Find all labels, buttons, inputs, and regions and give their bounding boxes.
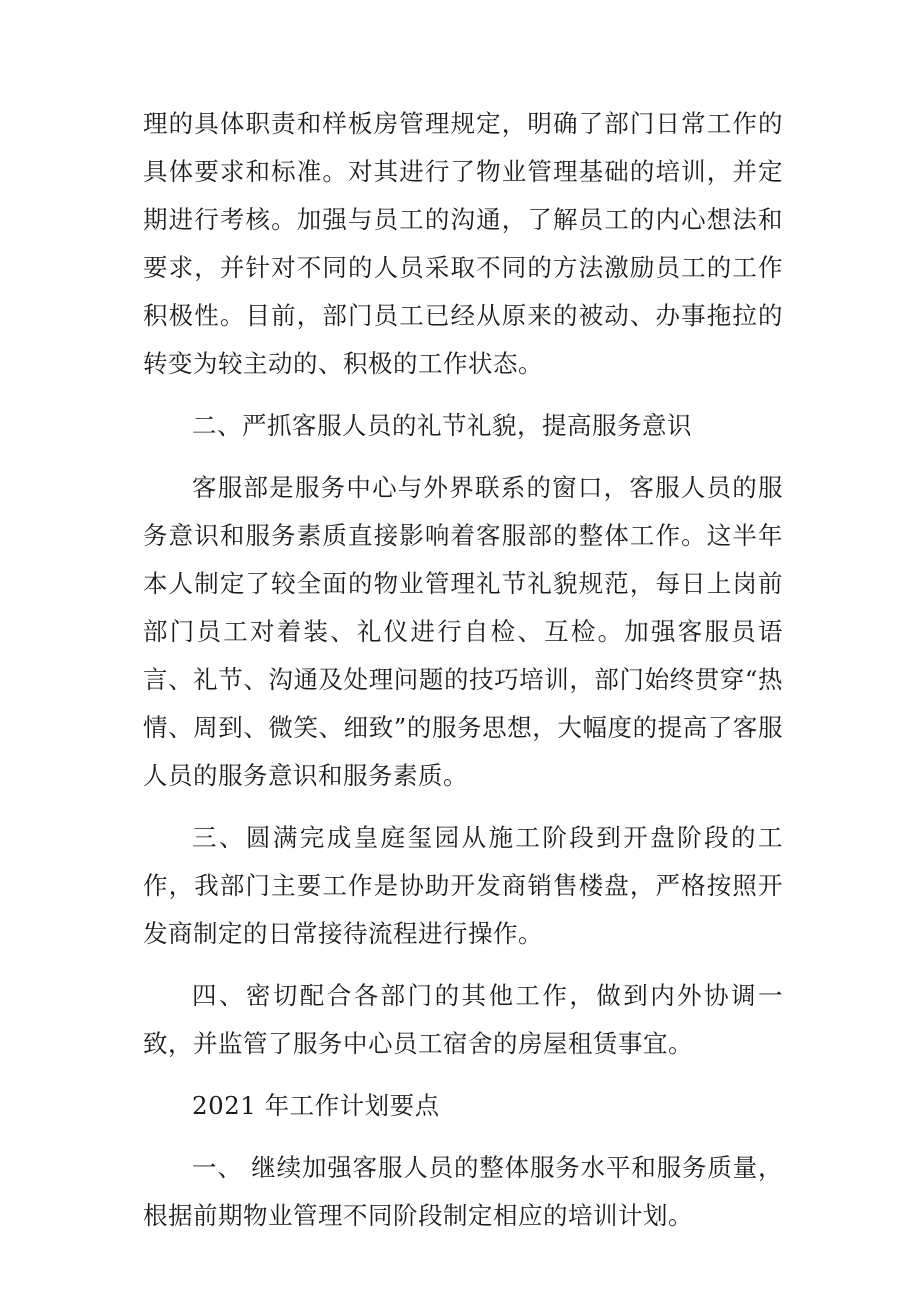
paragraph-customer-service: 客服部是服务中心与外界联系的窗口，客服人员的服务意识和服务素质直接影响着客服部的整体工作。这半年本人制定了较全面的物业管理礼节礼貌规范，每日上岗前部门员工对着装、礼仪进行自检、互检。加强客服员语言、礼节、沟通及处理问题的技巧培训，部门始终贯穿“热情、周到、微笑、细致”的服务思想，大幅度的提高了客服人员的服务意识和服务素质。 xyxy=(143,473,783,790)
document-body xyxy=(143,100,783,1254)
paragraph-heading-four: 四、密切配合各部门的其他工作，做到内外协调一致，并监管了服务中心员工宿舍的房屋租赁事宜。 xyxy=(143,981,783,1058)
paragraph-heading-three: 三、圆满完成皇庭玺园从施工阶段到开盘阶段的工作，我部门主要工作是协助开发商销售楼盘，严格按照开发商制定的日常接待流程进行操作。 xyxy=(143,823,783,948)
paragraph-plan-title: 2021 年工作计划要点 xyxy=(192,1091,440,1120)
paragraph-continuation: 理的具体职责和样板房管理规定，明确了部门日常工作的具体要求和标准。对其进行了物业管理基础的培训，并定期进行考核。加强与员工的沟通，了解员工的内心想法和要求，并针对不同的人员采取不同的方法激励员工的工作积极性。目前，部门员工已经从原来的被动、办事拖拉的转变为较主动的、积极的工作状态。 xyxy=(143,109,783,378)
paragraph-plan-item-one: 一、 继续加强客服人员的整体服务水平和服务质量，根据前期物业管理不同阶段制定相应的培训计划。 xyxy=(143,1153,783,1230)
paragraph-heading-two: 二、严抓客服人员的礼节礼貌，提高服务意识 xyxy=(192,411,692,440)
